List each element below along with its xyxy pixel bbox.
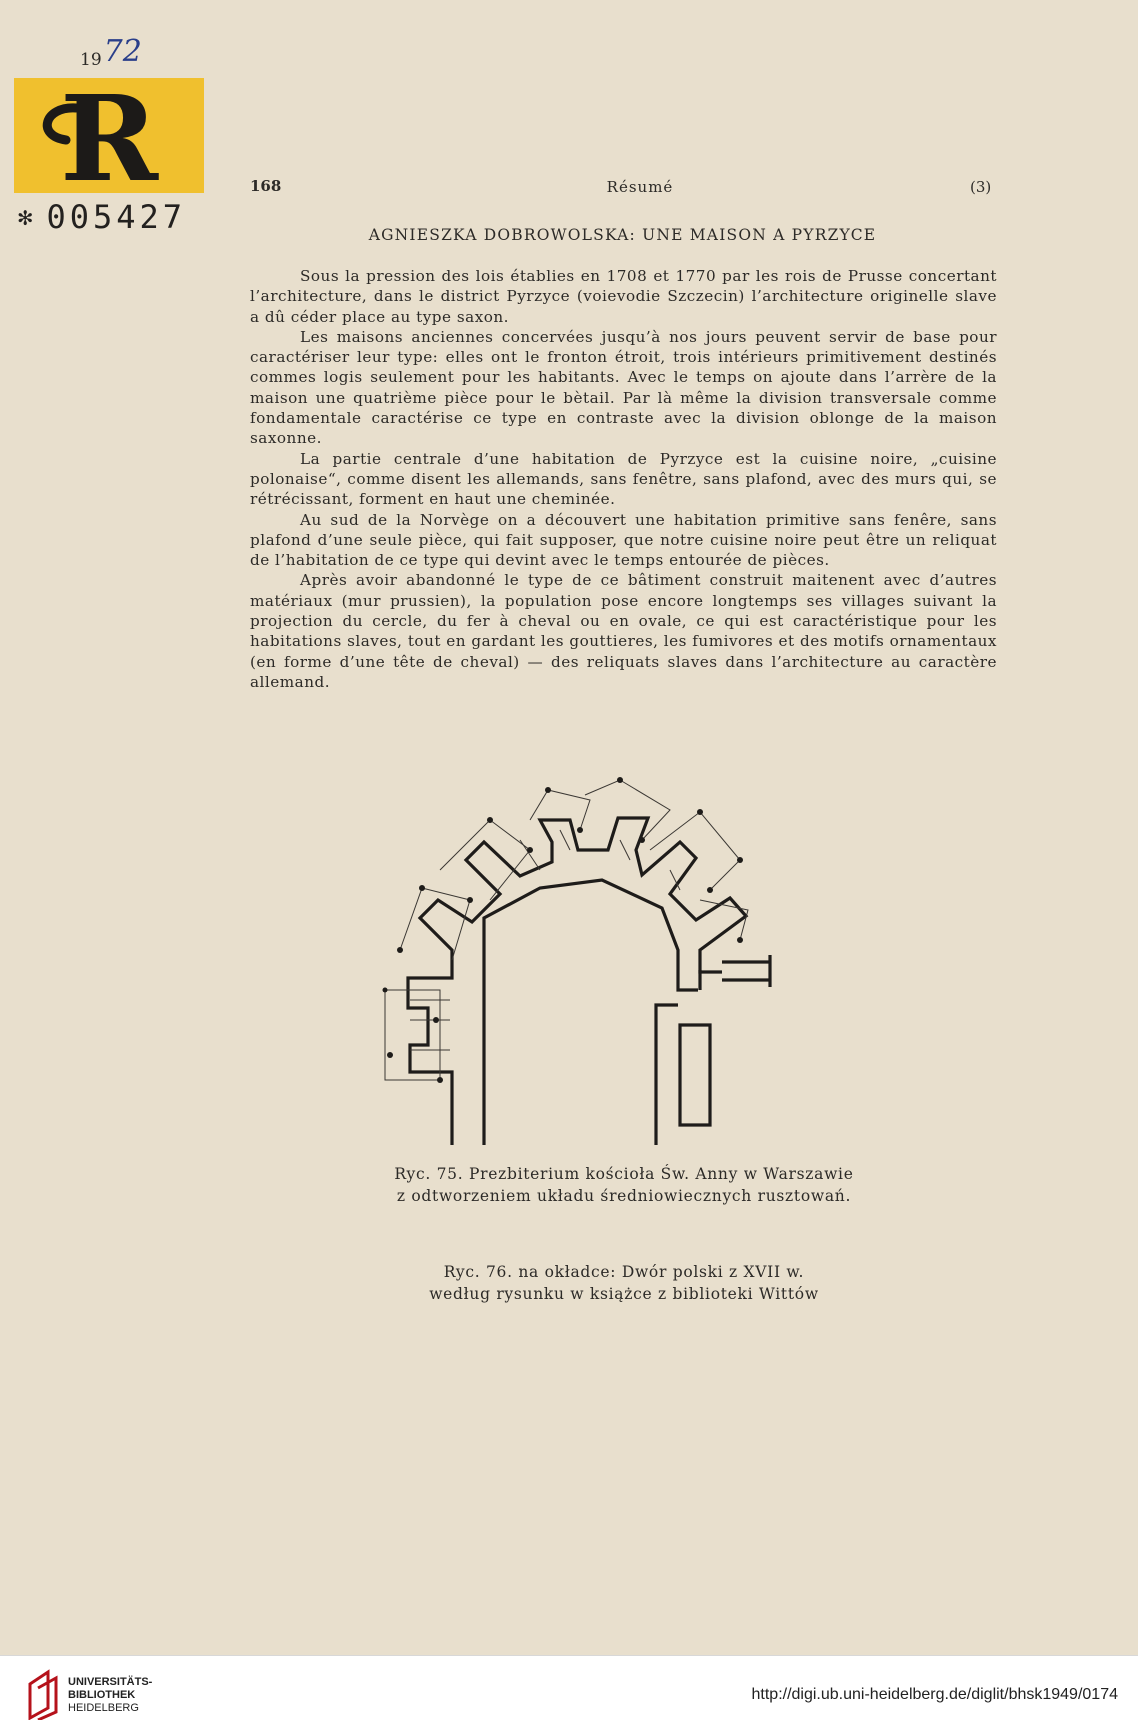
article-title: AGNIESZKA DOBROWOLSKA: UNE MAISON A PYRZYCE [368,226,877,244]
digitization-footer [0,1655,1138,1736]
library-name [68,1676,152,1715]
paragraph: Au sud de la Norvège on a découvert une habitation primitive sans fenêre, sans plafond d’une seule pièce, qui fait supposer, que notre cuisine noire peut être un reliquat de l’habitation de ce type qui devint avec le temps entourée de pièces. [250,510,997,570]
figure-76-caption [300,1261,948,1305]
university-library-logo-icon [26,1668,62,1720]
figure-75-caption [300,1163,948,1207]
caption-line: Ryc. 75. Prezbiterium kościoła Św. Anny w Warszawie [394,1165,854,1183]
logo-letter: R [59,78,159,193]
asterisk-icon: ✻ [18,203,33,231]
caption-line: Ryc. 76. na okładce: Dwór polski z XVII w. [443,1263,805,1281]
presbytery-plan-figure [380,750,860,1150]
library-name-line: BIBLIOTHEK [68,1689,136,1701]
plan-walls [408,818,770,1145]
paragraph: La partie centrale d’une habitation de Pyrzyce est la cuisine noire, „cuisine polonaise“, comme disent les allemands, sans fenêtre, sans plafond, avec des murs qui, se rétrécissant, forment en haut une cheminée. [250,449,997,509]
source-url-link[interactable]: http://digi.ub.uni-heidelberg.de/diglit/bhsk1949/0174 [751,1686,1118,1703]
library-name-line: HEIDELBERG [68,1702,139,1714]
scaffolding-lines [385,780,748,1080]
paragraph: Sous la pression des lois établies en 1708 et 1770 par les rois de Prusse concertant l’architecture, dans le district Pyrzyce (voievodie Szczecin) l’architecture originelle slave a dû céder place au type saxon. [250,267,997,326]
library-r-logo [14,78,204,193]
r-logo-icon [14,78,204,193]
inventory-number: 005427 [46,198,187,236]
paragraph: Les maisons anciennes concervées jusqu’à nos jours peuvent servir de base pour caractériser leur type: elles ont le fronton étroit, trois intérieurs primitivement destinés commes logis seulement pour les habitants. Avec le temps on ajoute dans l’arrère de la maison une quatrième pièce pour le bètail. Par là même la division transversale comme fondamentale caractérise ce type en contraste avec la division oblonge de la maison saxonne. [250,327,997,448]
scaffold-posts [383,777,744,1083]
floor-plan-drawing [380,750,860,1150]
year-prefix: 19 [80,50,102,70]
year-handwritten: 72 [103,34,142,69]
page-number: 168 [250,177,282,195]
caption-line: z odtworzeniem układu średniowiecznych rusztowań. [396,1187,852,1205]
section-number: (3) [970,178,992,196]
library-name-line: UNIVERSITÄTS- [68,1676,153,1688]
inventory-stamp [18,198,186,236]
caption-line: według rysunku w książce z biblioteki Wittów [429,1285,819,1303]
running-head: Résumé [606,178,674,196]
accession-year [80,34,142,73]
article-body [250,266,997,692]
paragraph: Après avoir abandonné le type de ce bâtiment construit maitenent avec d’autres matériaux (mur prussien), la population pose encore longtemps ses villages suivant la projection du cercle, du fer à cheval ou en ovale, ce qui est caractéristique pour les habitations slaves, tout en gardant les gouttieres, les fumivores et des motifs ornamentaux (en forme d’une tête de cheval) — des reliquats slaves dans l’architecture au caractère allemand. [250,571,997,691]
